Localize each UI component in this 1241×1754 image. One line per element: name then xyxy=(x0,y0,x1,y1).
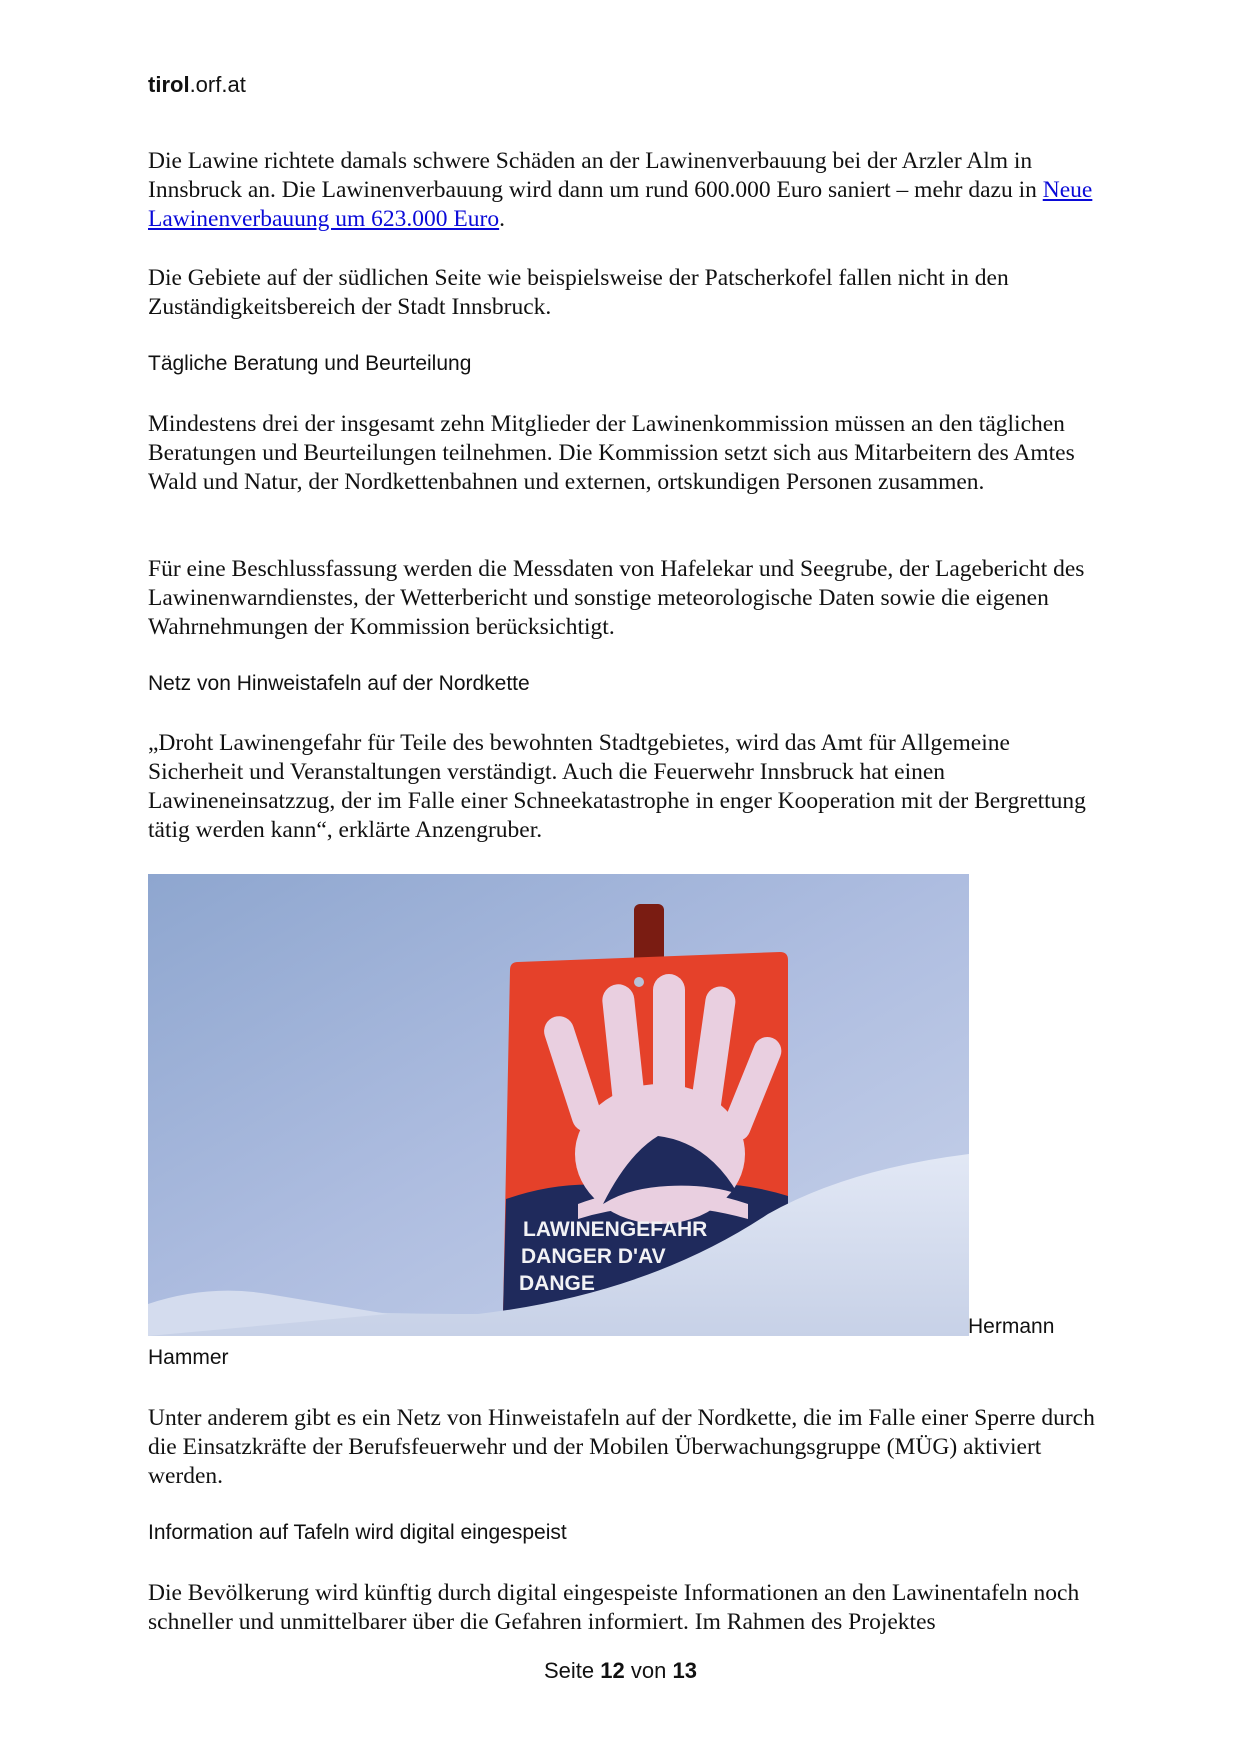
paragraph-4: Für eine Beschlussfassung werden die Messdaten von Hafelekar und Seegrube, der Lagebericht des Lawinenwarndienstes, der Wetterbericht und sonstige meteorologische Daten sowie die eigenen Wahrnehmungen der Kommission berücksichtigt. xyxy=(148,556,1085,640)
paragraph-6: Unter anderem gibt es ein Netz von Hinweistafeln auf der Nordkette, die im Falle einer Sperre durch die Einsatzkräfte der Berufsfeuerwehr und der Mobilen Überwachungsgruppe (MÜG) aktiviert werden. xyxy=(148,1405,1095,1489)
brand-domain: .orf.at xyxy=(189,72,246,97)
page-middle: von xyxy=(630,1658,667,1683)
sign-text-2: DANGER D'AV xyxy=(521,1245,666,1268)
paragraph-1 xyxy=(148,147,1098,234)
sign-text-3: DANGE xyxy=(519,1272,595,1295)
section-heading-3: Information auf Tafeln wird digital eingespeist xyxy=(148,1521,567,1544)
bolt-icon xyxy=(634,977,644,987)
paragraph-1-text: Die Lawine richtete damals schwere Schäden an der Lawinenverbauung bei der Arzler Alm in Innsbruck an. Die Lawinenverbauung wird dann um rund 600.000 Euro saniert – mehr dazu in xyxy=(148,148,1043,203)
paragraph-5: „Droht Lawinengefahr für Teile des bewohnten Stadtgebietes, wird das Amt für Allgemeine Sicherheit und Veranstaltungen verständigt. Auch die Feuerwehr Innsbruck hat einen Lawineneinsatzzug, der im Falle einer Schneekatastrophe in enger Kooperation mit der Bergrettung tätig werden kann“, erklärte Anzengruber. xyxy=(148,730,1086,843)
paragraph-7: Die Bevölkerung wird künftig durch digital eingespeiste Informationen an den Lawinentafeln noch schneller und unmittelbarer über die Gefahren informiert. Im Rahmen des Projektes xyxy=(148,1580,1080,1635)
section-heading-1: Tägliche Beratung und Beurteilung xyxy=(148,352,472,375)
photo-credit-part-1: Hermann xyxy=(968,1315,1055,1338)
page-number xyxy=(0,1658,1241,1684)
site-brand xyxy=(148,72,246,98)
article-link[interactable]: Neue Lawinenverbauung um 623.000 Euro xyxy=(148,177,1093,232)
sign-text-1: LAWINENGEFAHR xyxy=(523,1218,708,1241)
paragraph-2: Die Gebiete auf der südlichen Seite wie beispielsweise der Patscherkofel fallen nicht in den Zuständigkeitsbereich der Stadt Innsbruck. xyxy=(148,265,1009,320)
brand-bold: tirol xyxy=(148,72,190,97)
page-prefix: Seite xyxy=(544,1658,595,1683)
section-heading-2: Netz von Hinweistafeln auf der Nordkette xyxy=(148,672,530,695)
paragraph-3: Mindestens drei der insgesamt zehn Mitglieder der Lawinenkommission müssen an den täglichen Beratungen und Beurteilungen teilnehmen. Die Kommission setzt sich aus Mitarbeitern des Amtes Wald und Natur, der Nordkettenbahnen und externen, ortskundigen Personen zusammen. xyxy=(148,411,1075,495)
paragraph-1-end: . xyxy=(499,206,505,232)
page-current: 12 xyxy=(600,1658,625,1683)
page-total: 13 xyxy=(672,1658,697,1683)
photo-credit-part-2: Hammer xyxy=(148,1346,229,1369)
photo-illustration xyxy=(148,874,969,1336)
avalanche-sign-photo xyxy=(148,874,969,1336)
